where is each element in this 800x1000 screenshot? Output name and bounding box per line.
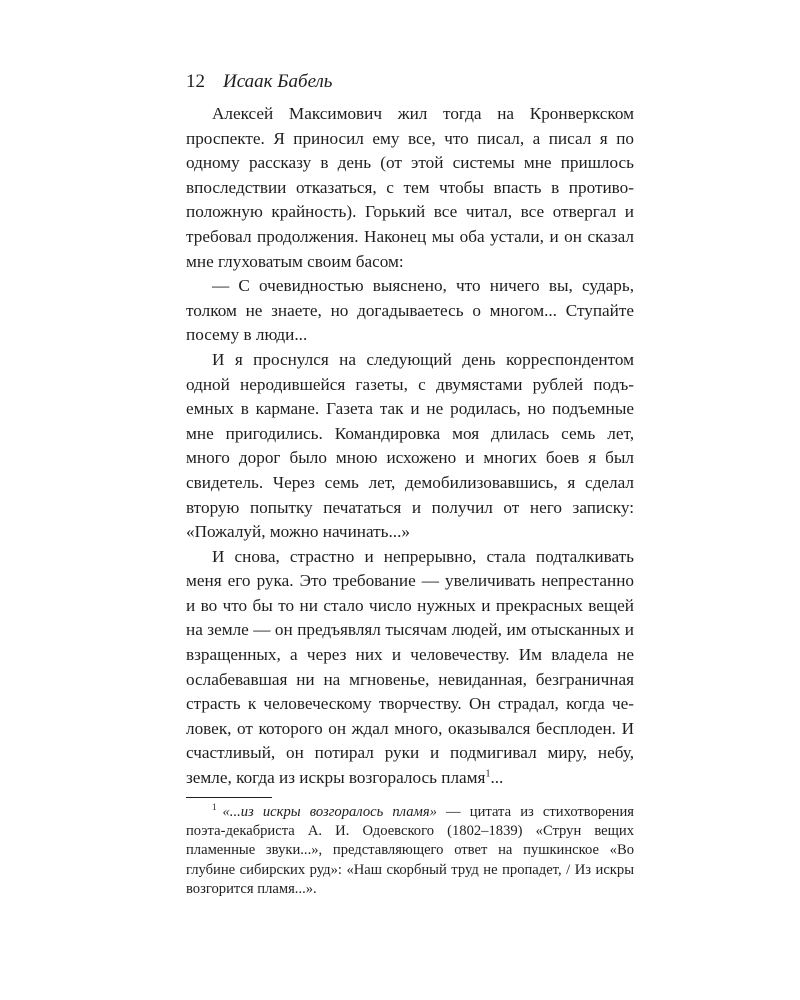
footnote-mark: 1 [212,801,217,812]
paragraph: И я проснулся на следующий день корреспондентом одной неродившейся газеты, с двумястами рублей подъемных в кармане. Газета так и не родилась, но подъемные мне пригодились. Командировка моя длилась семь лет, много дорог было мною исхожено и многих боев я был свидетель. Через семь лет, демобилизовавшись, я сделал вторую попытку печататься и получил от него записку: «Пожалуй, можно начинать...» [186,349,634,542]
dialogue-paragraph: — С очевидностью выяснено, что ничего вы, сударь, толком не знаете, но догадываетесь о многом... Ступайте посему в люди... [186,276,634,345]
footnote-reference[interactable]: 1 [485,768,491,780]
book-page [186,70,634,900]
paragraph-ellipsis: ... [490,768,504,788]
paragraph-text: И снова, страстно и непрерывно, стала подталкивать меня его рука. Это требование — увеличивать непрестанно и во что бы то ни стало число нужных и прекрасных вещей на земле — он предъявлял тысячам людей, им отысканных и взращенных, а через них и человечеству. Им владела не ослабевавшая ни на мгновенье, невиданная, безграничная страсть к человеческому творчеству. Он страдал, когда человек, от которого он ждал много, оказывался бесплоден. И счастливый, он потирал руки и подмигивал миру, небу, земле, когда из искры возгоралось пламя [186,546,634,788]
paragraph-with-footnote [186,545,634,791]
body-text [186,102,634,791]
footnote-divider [186,797,272,798]
footnote [186,803,634,900]
running-head [186,70,634,102]
footnote-text: — цитата из стихотворения поэта-декабриста А. И. Одоевского (1802–1839) «Струн вещих пламенные звуки...», представляющего ответ на пушкинское «Во глубине сибирских руд»: «Наш скорбный труд не пропадет, / Из искры возгорится пламя...». [186,803,634,898]
paragraph: Алексей Максимович жил тогда на Кронверкском проспекте. Я приносил ему все, что писал, а писал я по одному рассказу в день (от этой системы мне пришлось впоследствии отказаться, с тем чтобы впасть в противоположную крайность). Горький все читал, все отвергал и требовал продолжения. Наконец мы оба устали, и он сказал мне глуховатым своим басом: [186,104,634,271]
page-number: 12 [186,71,205,92]
author-name: Исаак Бабель [223,71,333,92]
footnote-quote: «...из искры возгоралось пламя» [222,803,437,820]
